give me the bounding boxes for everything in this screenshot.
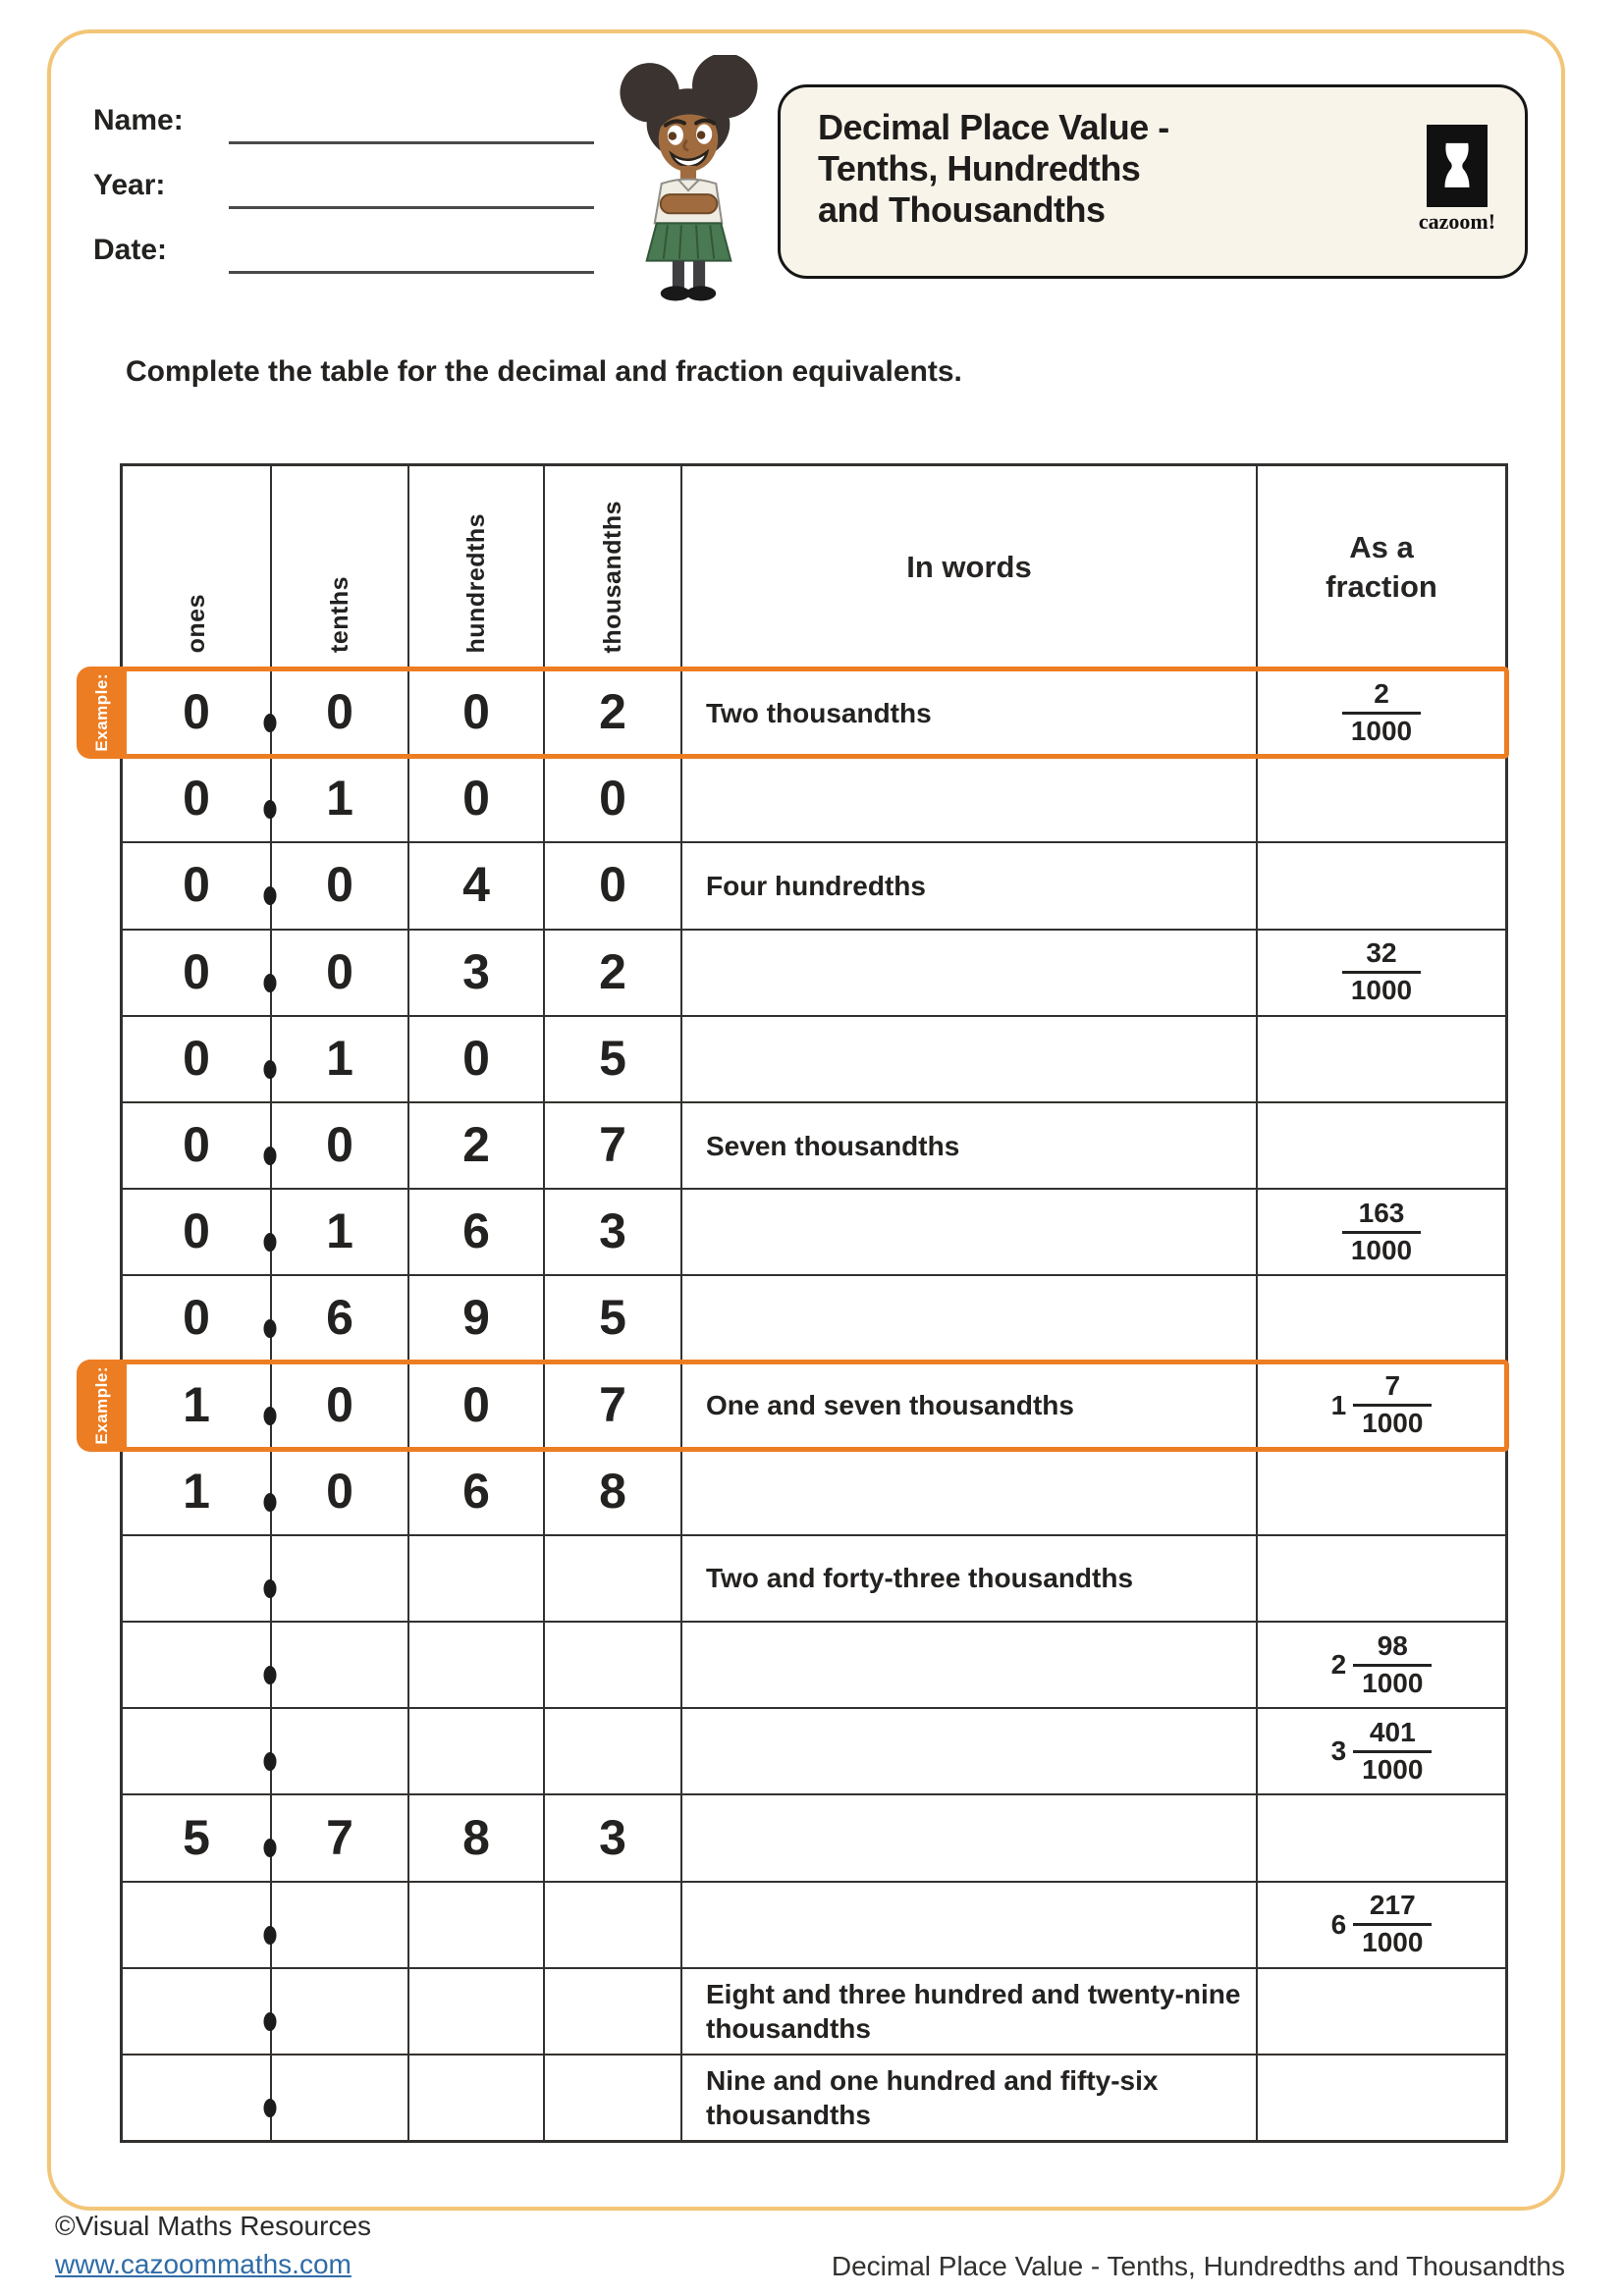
fraction-whole: 2 [1330,1649,1347,1681]
cell-fraction [1256,843,1505,928]
cell-hundredths: 0 [407,757,543,841]
cell-ones: 1 [183,1463,210,1519]
cell-ones: 1 [183,1376,210,1432]
fraction-denominator: 1000 [1362,1927,1424,1958]
cell-ones [123,1536,270,1621]
cell-tenths: 7 [270,1795,407,1880]
header-thousandths-label: thousandths [598,500,626,653]
cell-in-words: Two and forty-three thousandths [680,1536,1256,1621]
cell-tenths: 6 [270,1276,407,1361]
header-fraction-line-1: As a [1349,529,1414,564]
cell-ones: 0 [183,1290,210,1346]
cell-hundredths: 2 [407,1103,543,1188]
decimal-point-icon [264,1752,277,1771]
fraction-denominator: 1000 [1362,1408,1424,1439]
header-ones [123,466,270,668]
cell-fraction [1256,1795,1505,1880]
table-row [123,1015,1505,1101]
header-fraction-line-2: fraction [1326,569,1437,604]
cell-in-words [680,1883,1256,1967]
cell-ones: 5 [183,1809,210,1865]
cell-tenths [270,1536,407,1621]
cell-ones: 0 [183,1203,210,1259]
decimal-point-icon [264,1147,277,1165]
cell-tenths: 1 [270,1017,407,1101]
cell-fraction [1256,1623,1505,1707]
cell-fraction [1256,1190,1505,1274]
example-label: Example: [91,673,111,752]
table-row [123,1707,1505,1793]
cell-fraction [1256,1883,1505,1967]
cell-ones: 0 [183,1117,210,1173]
cell-fraction [1256,1103,1505,1188]
cell-in-words [680,757,1256,841]
cell-ones [123,1969,270,2054]
cell-hundredths [407,1623,543,1707]
cell-thousandths: 2 [543,931,680,1015]
cell-thousandths: 8 [543,1450,680,1534]
table-row [123,1274,1505,1361]
cell-thousandths [543,1883,680,1967]
fraction-whole: 1 [1330,1389,1347,1420]
fraction-bar [1342,1231,1421,1234]
decimal-point-icon [264,2099,277,2117]
cell-fraction [1256,2056,1505,2140]
title-line-1: Decimal Place Value - [818,107,1169,147]
header-hundredths-label: hundredths [461,512,490,653]
header-tenths-label: tenths [325,576,353,653]
decimal-point-icon [264,800,277,819]
cell-tenths [270,1623,407,1707]
cell-thousandths: 3 [543,1190,680,1274]
date-input-line [229,271,594,274]
cell-thousandths: 5 [543,1017,680,1101]
decimal-point-icon [264,1926,277,1945]
cell-in-words [680,1190,1256,1274]
cell-in-words: Nine and one hundred and fifty-six thousandths [680,2056,1256,2140]
cell-tenths: 0 [270,931,407,1015]
cell-tenths: 0 [270,1450,407,1534]
copyright-text: ©Visual Maths Resources [55,2211,372,2241]
fraction-bar [1353,1750,1432,1753]
fraction-bar [1342,712,1421,715]
cell-fraction [1256,1969,1505,2054]
fraction-numerator: 163 [1358,1197,1405,1228]
cell-fraction [1256,931,1505,1015]
cell-fraction [1256,757,1505,841]
header-as-a-fraction [1256,466,1505,668]
cell-tenths: 0 [270,670,407,755]
cell-ones: 0 [183,943,210,999]
fraction-bar [1353,1404,1432,1407]
fraction-denominator: 1000 [1362,1753,1424,1785]
cell-thousandths: 7 [543,1363,680,1448]
fraction-denominator: 1000 [1350,1234,1413,1265]
cell-tenths [270,2056,407,2140]
cell-in-words: Four hundredths [680,843,1256,928]
fraction-whole: 6 [1330,1908,1347,1940]
cell-thousandths [543,1623,680,1707]
fraction-denominator: 1000 [1362,1667,1424,1698]
cell-fraction [1256,1363,1505,1448]
cell-thousandths: 0 [543,843,680,928]
footer-worksheet-title: Decimal Place Value - Tenths, Hundredths and Thousandths [831,2251,1565,2281]
name-label: Name: [93,104,184,136]
decimal-point-icon [264,886,277,905]
decimal-point-icon [264,1666,277,1684]
table-row [123,841,1505,928]
cell-tenths [270,1883,407,1967]
header-hundredths [407,466,543,668]
cell-tenths: 0 [270,843,407,928]
fraction-numerator: 32 [1366,937,1397,969]
cell-ones: 0 [183,1030,210,1086]
decimal-point-icon [264,974,277,992]
cell-hundredths: 6 [407,1450,543,1534]
cell-ones [123,2056,270,2140]
cell-fraction [1256,1709,1505,1793]
cell-tenths: 0 [270,1363,407,1448]
cell-fraction [1256,670,1505,755]
table-row [123,1534,1505,1621]
fraction-numerator: 7 [1384,1370,1401,1402]
cell-fraction [1256,1276,1505,1361]
decimal-point-icon [264,1493,277,1512]
table-row [123,1621,1505,1707]
title-line-2: Tenths, Hundredths [818,147,1141,188]
cell-ones: 0 [183,684,210,740]
cell-hundredths: 9 [407,1276,543,1361]
cell-thousandths: 0 [543,757,680,841]
instruction-text: Complete the table for the decimal and fraction equivalents. [126,355,962,388]
cell-in-words [680,1276,1256,1361]
table-row [123,755,1505,841]
cell-ones: 0 [183,771,210,827]
cazoom-logo [1415,125,1499,235]
cell-in-words [680,1795,1256,1880]
table-row [123,2054,1505,2140]
fraction-bar [1353,1664,1432,1667]
cazoom-logo-text: cazoom! [1418,209,1496,234]
fraction-numerator: 2 [1374,677,1389,709]
example-tab [77,667,127,759]
cell-tenths: 1 [270,757,407,841]
cell-in-words [680,1450,1256,1534]
cell-hundredths [407,1709,543,1793]
cell-hundredths [407,1536,543,1621]
cell-thousandths [543,2056,680,2140]
cell-in-words [680,1709,1256,1793]
cell-fraction [1256,1017,1505,1101]
table-row [123,1881,1505,1967]
cell-in-words [680,1017,1256,1101]
worksheet-title [818,107,1169,230]
decimal-point-icon [264,2012,277,2031]
cell-hundredths: 4 [407,843,543,928]
cell-fraction [1256,1536,1505,1621]
fraction-denominator: 1000 [1350,975,1413,1006]
decimal-point-icon [264,1233,277,1252]
cell-thousandths [543,1709,680,1793]
cell-thousandths: 5 [543,1276,680,1361]
header-thousandths [543,466,680,668]
title-line-3: and Thousandths [818,188,1106,230]
header-in-words: In words [680,466,1256,668]
decimal-point-icon [264,714,277,732]
decimal-point-icon [264,1839,277,1857]
decimal-point-icon [264,1407,277,1425]
year-label: Year: [93,169,166,201]
table-row [123,1188,1505,1274]
cell-hundredths: 3 [407,931,543,1015]
example-tab [77,1360,127,1452]
cell-ones [123,1623,270,1707]
cell-thousandths [543,1969,680,2054]
cell-thousandths: 3 [543,1795,680,1880]
table-row [123,929,1505,1015]
cazoom-drum-icon [1427,125,1488,207]
example-label: Example: [91,1365,111,1445]
fraction-numerator: 98 [1377,1629,1408,1661]
place-value-table [91,463,1508,2143]
cell-in-words: Two thousandths [680,670,1256,755]
website-link[interactable]: www.cazoommaths.com [55,2249,352,2279]
cell-hundredths: 6 [407,1190,543,1274]
table-row [91,1362,1505,1448]
header-tenths [270,466,407,668]
year-input-line [229,206,594,209]
decimal-point-icon [264,1579,277,1598]
decimal-point-icon [264,1319,277,1338]
student-girl-illustration [605,55,774,307]
fraction-bar [1353,1923,1432,1926]
cell-ones: 0 [183,857,210,913]
header-ones-label: ones [182,593,210,653]
cell-hundredths [407,2056,543,2140]
cell-hundredths: 8 [407,1795,543,1880]
fraction-numerator: 401 [1369,1717,1416,1748]
cell-tenths: 0 [270,1103,407,1188]
cell-hundredths: 0 [407,1017,543,1101]
date-label: Date: [93,234,168,266]
table-header-row [123,466,1505,668]
cell-ones [123,1709,270,1793]
fraction-denominator: 1000 [1350,715,1413,746]
cell-hundredths [407,1969,543,2054]
table-row [123,1967,1505,2054]
cell-hundredths: 0 [407,1363,543,1448]
cell-in-words [680,931,1256,1015]
cell-thousandths: 2 [543,670,680,755]
table-row [123,1793,1505,1880]
cell-in-words [680,1623,1256,1707]
cell-thousandths: 7 [543,1103,680,1188]
cell-in-words: Seven thousandths [680,1103,1256,1188]
fraction-whole: 3 [1330,1735,1347,1767]
cell-hundredths: 0 [407,670,543,755]
table-row [91,668,1505,755]
cell-in-words: Eight and three hundred and twenty-nine thousandths [680,1969,1256,2054]
decimal-point-icon [264,1060,277,1079]
cell-in-words: One and seven thousandths [680,1363,1256,1448]
cell-thousandths [543,1536,680,1621]
cell-hundredths [407,1883,543,1967]
cell-ones [123,1883,270,1967]
cell-tenths [270,1709,407,1793]
fraction-numerator: 217 [1369,1890,1416,1921]
cell-tenths [270,1969,407,2054]
table-row [123,1448,1505,1534]
fraction-bar [1342,971,1421,974]
table-row [123,1101,1505,1188]
cell-tenths: 1 [270,1190,407,1274]
title-box [778,84,1528,279]
name-input-line [229,141,594,144]
cell-fraction [1256,1450,1505,1534]
